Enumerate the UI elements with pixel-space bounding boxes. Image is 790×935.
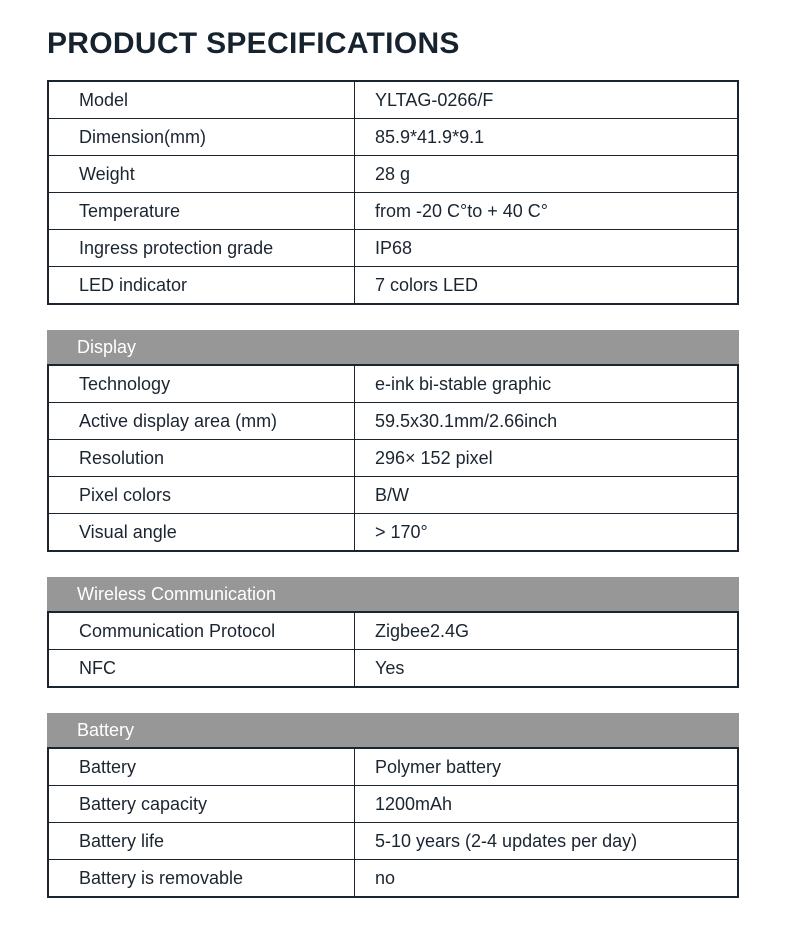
spec-label: Resolution <box>49 440 355 476</box>
spec-value: 85.9*41.9*9.1 <box>375 126 485 147</box>
spec-label: Temperature <box>49 193 355 229</box>
spec-value: YLTAG-0266/F <box>375 89 494 110</box>
spec-value: no <box>375 867 396 888</box>
spec-value: 7 colors LED <box>375 274 479 295</box>
spec-rows-battery <box>47 747 739 898</box>
spec-rows-wireless-communication <box>47 611 739 688</box>
table-row <box>49 513 737 550</box>
table-row <box>49 192 737 229</box>
spec-label: Battery <box>49 749 355 785</box>
table-row <box>49 859 737 896</box>
spec-label: Battery capacity <box>49 786 355 822</box>
table-row <box>49 822 737 859</box>
spec-label: Model <box>49 82 355 118</box>
table-row <box>49 402 737 439</box>
spec-label: Technology <box>49 366 355 402</box>
spec-value: 5-10 years (2-4 updates per day) <box>375 830 638 851</box>
spec-table-battery <box>47 713 739 898</box>
table-row <box>49 229 737 266</box>
section-header-battery: Battery <box>47 713 739 747</box>
table-row <box>49 785 737 822</box>
spec-value: Zigbee2.4G <box>375 620 470 641</box>
table-row <box>49 366 737 402</box>
section-header-wireless-communication: Wireless Communication <box>47 577 739 611</box>
table-row <box>49 155 737 192</box>
spec-value: 296× 152 pixel <box>375 447 493 468</box>
spec-value: Polymer battery <box>375 756 502 777</box>
spec-table-display <box>47 330 739 552</box>
spec-label: Pixel colors <box>49 477 355 513</box>
spec-rows-general <box>47 80 739 305</box>
spec-label: Visual angle <box>49 514 355 550</box>
spec-label: Active display area (mm) <box>49 403 355 439</box>
table-row <box>49 749 737 785</box>
spec-value: 59.5x30.1mm/2.66inch <box>375 410 558 431</box>
spec-label: Weight <box>49 156 355 192</box>
spec-value: e-ink bi-stable graphic <box>375 373 552 394</box>
spec-value: from -20 C°to + 40 C° <box>375 200 548 221</box>
table-row <box>49 476 737 513</box>
table-row <box>49 649 737 686</box>
spec-rows-display <box>47 364 739 552</box>
table-row <box>49 118 737 155</box>
spec-label: Battery is removable <box>49 860 355 896</box>
section-header-display: Display <box>47 330 739 364</box>
spec-label: NFC <box>49 650 355 686</box>
spec-label: LED indicator <box>49 267 355 303</box>
spec-value: 28 g <box>375 163 411 184</box>
page-title: PRODUCT SPECIFICATIONS <box>47 27 460 60</box>
spec-label: Communication Protocol <box>49 613 355 649</box>
spec-table-wireless-communication <box>47 577 739 688</box>
table-row <box>49 266 737 303</box>
spec-label: Ingress protection grade <box>49 230 355 266</box>
table-row <box>49 613 737 649</box>
table-row <box>49 82 737 118</box>
spec-value: IP68 <box>375 237 413 258</box>
spec-value: B/W <box>375 484 409 505</box>
spec-value: 1200mAh <box>375 793 453 814</box>
spec-value: > 170° <box>375 521 428 542</box>
table-row <box>49 439 737 476</box>
spec-table-general <box>47 80 739 305</box>
spec-label: Battery life <box>49 823 355 859</box>
spec-value: Yes <box>375 657 405 678</box>
spec-label: Dimension(mm) <box>49 119 355 155</box>
